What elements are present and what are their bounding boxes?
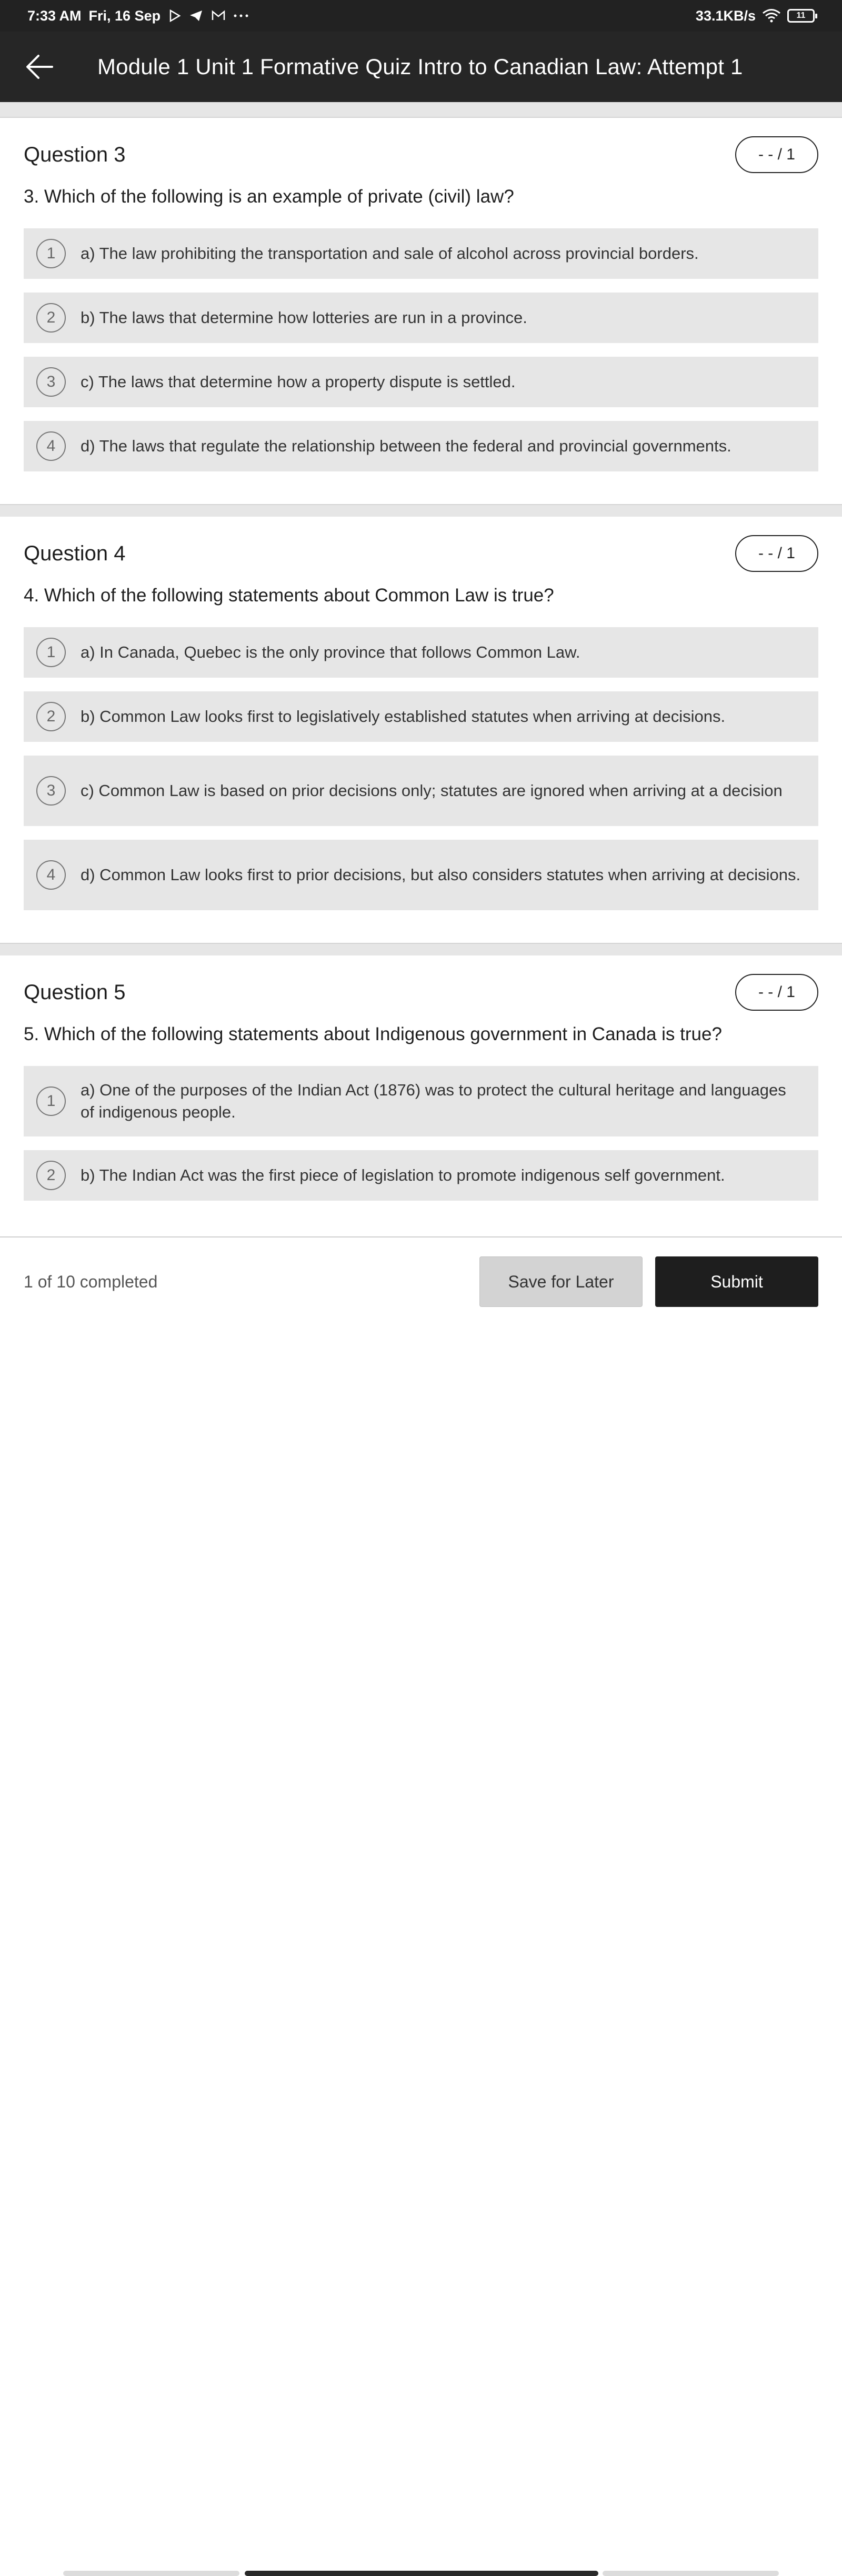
question-separator (0, 943, 842, 955)
question-text: 3. Which of the following is an example of private (civil) law? (24, 186, 514, 207)
wifi-icon (762, 8, 781, 23)
quiz-footer (0, 1236, 842, 1347)
answer-option[interactable] (24, 1066, 818, 1136)
option-number: 4 (36, 860, 66, 890)
question-card (0, 955, 842, 1201)
question-text: 5. Which of the following statements about Indigenous government in Canada is true? (24, 1024, 722, 1044)
more-dots-icon (233, 13, 249, 18)
question-header (24, 118, 818, 192)
option-text: a) In Canada, Quebec is the only province that follows Common Law. (81, 643, 580, 662)
option-text: b) The laws that determine how lotteries are run in a province. (81, 308, 527, 327)
page-title: Module 1 Unit 1 Formative Quiz Intro to Canadian Law: Attempt 1 (97, 54, 743, 79)
status-time: 7:33 AM (27, 7, 82, 24)
question-card (0, 517, 842, 910)
status-date: Fri, 16 Sep (88, 7, 161, 24)
footer-bar (0, 1237, 842, 1326)
option-text: c) The laws that determine how a property dispute is settled. (81, 373, 516, 391)
option-number: 2 (36, 1161, 66, 1190)
scroll-track-right (603, 2571, 779, 2576)
submit-button[interactable]: Submit (655, 1256, 818, 1307)
gmail-icon (211, 9, 226, 22)
question-text: 4. Which of the following statements about Common Law is true? (24, 585, 554, 606)
score-badge: - - / 1 (735, 136, 818, 173)
score-badge: - - / 1 (735, 974, 818, 1011)
page-scroll-indicator[interactable] (63, 2571, 779, 2576)
quiz-content[interactable] (0, 118, 842, 1214)
option-text: b) The Indian Act was the first piece of legislation to promote indigenous self government. (81, 1166, 725, 1185)
answer-option[interactable] (24, 421, 818, 471)
option-number: 1 (36, 239, 66, 268)
question-header (24, 955, 818, 1029)
option-number: 3 (36, 367, 66, 397)
status-bar-right (696, 8, 815, 24)
answer-option[interactable] (24, 756, 818, 826)
option-text: a) The law prohibiting the transportation and sale of alcohol across provincial borders. (81, 244, 699, 263)
question-separator (0, 504, 842, 517)
option-number: 4 (36, 431, 66, 461)
question-title: Question 4 (24, 541, 126, 565)
answer-option[interactable] (24, 1150, 818, 1201)
scroll-thumb[interactable] (245, 2571, 598, 2576)
question-header (24, 517, 818, 590)
option-text: b) Common Law looks first to legislatively established statutes when arriving at decisions. (81, 707, 726, 726)
question-title: Question 5 (24, 980, 126, 1004)
option-number: 2 (36, 303, 66, 333)
answer-option[interactable] (24, 840, 818, 910)
answer-option[interactable] (24, 627, 818, 678)
option-text: c) Common Law is based on prior decisions only; statutes are ignored when arriving at a decision (81, 781, 783, 800)
telegram-icon (189, 9, 204, 23)
question-card (0, 118, 842, 471)
app-header (0, 32, 842, 102)
scroll-track-left (63, 2571, 239, 2576)
option-number: 1 (36, 1086, 66, 1116)
option-text: a) One of the purposes of the Indian Act (1876) was to protect the cultural heritage and languages of indigenous people. (81, 1081, 786, 1121)
question-title: Question 3 (24, 143, 126, 166)
battery-icon: 11 (787, 9, 815, 23)
status-bar (0, 0, 842, 32)
answer-option[interactable] (24, 293, 818, 343)
progress-text: 1 of 10 completed (24, 1272, 158, 1291)
option-text: d) The laws that regulate the relationship between the federal and provincial governments. (81, 437, 731, 456)
option-number: 3 (36, 776, 66, 806)
option-number: 1 (36, 638, 66, 667)
score-badge: - - / 1 (735, 535, 818, 572)
save-for-later-button[interactable]: Save for Later (479, 1256, 643, 1307)
back-button[interactable] (0, 32, 79, 102)
answer-option[interactable] (24, 691, 818, 742)
arrow-left-icon (25, 54, 54, 80)
network-speed: 33.1KB/s (695, 7, 756, 24)
answer-option[interactable] (24, 228, 818, 279)
header-divider (0, 102, 842, 118)
answer-option[interactable] (24, 357, 818, 407)
play-store-icon (168, 9, 182, 23)
option-number: 2 (36, 702, 66, 731)
option-text: d) Common Law looks first to prior decisions, but also considers statutes when arriving at decisions. (81, 866, 801, 884)
status-bar-left (27, 8, 249, 24)
